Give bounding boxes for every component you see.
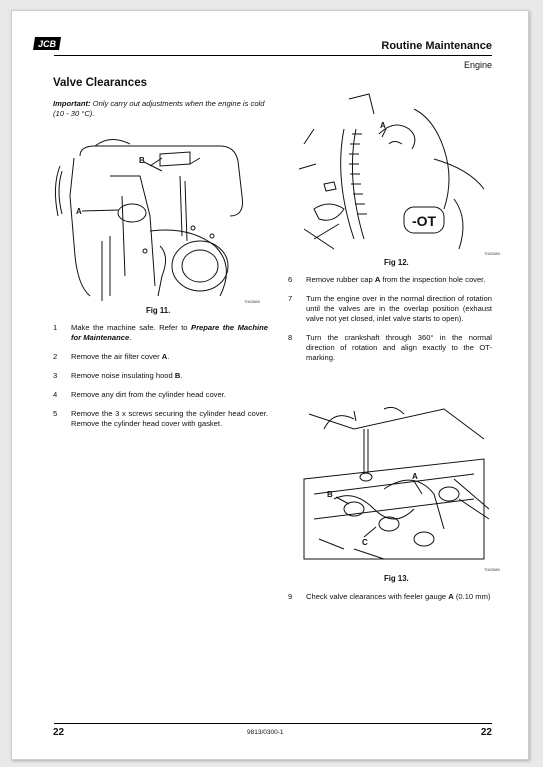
important-text: Only carry out adjustments when the engine is cold (10 - 30 °C). (53, 99, 265, 118)
steps-right (288, 275, 492, 372)
step-text (71, 371, 268, 381)
important-note (53, 99, 268, 119)
step-text-bold: A (374, 275, 381, 284)
step-number: 3 (53, 371, 58, 380)
step-number: 1 (53, 323, 58, 332)
fig13-code: T002880 (484, 567, 500, 572)
fig11-callout-a: A (76, 207, 82, 216)
step-item (53, 323, 268, 343)
footer-rule (54, 723, 492, 724)
jcb-logo (32, 36, 62, 51)
step-text-pre: Turn the engine over in the normal direction of rotation until the valves are in the overlap position (exhaust valve not yet closed, inlet valve starts to open). (306, 294, 492, 323)
step-number: 8 (288, 333, 293, 342)
fig11-callout-b: B (139, 156, 145, 165)
logo-text: JCB (37, 39, 57, 49)
fig13-callout-c: C (362, 538, 368, 547)
step-text-pre: Make the machine safe. Refer to (71, 323, 191, 332)
step-text (306, 294, 492, 324)
figure-12-illustration (294, 89, 494, 254)
header-rule (54, 55, 492, 56)
footer-doc-number: 9813/0300-1 (247, 729, 284, 736)
figure-13-illustration (294, 399, 494, 567)
step-text-post: . (129, 333, 132, 342)
step-item (53, 352, 268, 362)
step-text-pre: Remove the air filter cover (71, 352, 162, 361)
step-text-post: . (167, 352, 170, 361)
step-text-pre: Remove any dirt from the cylinder head cover. (71, 390, 226, 399)
step-text (306, 592, 492, 602)
figure-11 (50, 136, 265, 306)
fig12-code: T002080 (484, 251, 500, 256)
step-number: 2 (53, 352, 58, 361)
footer-page-right: 22 (480, 727, 492, 738)
step-item (288, 275, 492, 285)
fig11-code: T002860 (244, 299, 260, 304)
step-text (71, 323, 268, 343)
step-text (71, 409, 268, 429)
step-text-pre: Remove the 3 x screws securing the cylinder head cover. Remove the cylinder head cover with gasket. (71, 409, 268, 428)
step-text-bold: A (448, 592, 454, 601)
step-number: 6 (288, 275, 293, 284)
header-title: Routine Maintenance (381, 40, 492, 52)
ot-marking-label: -OT (411, 213, 437, 229)
fig13-callout-a: A (412, 472, 418, 481)
step-text (306, 333, 492, 363)
step-text-post: from the inspection hole cover. (380, 275, 486, 284)
step-item (288, 294, 492, 324)
step-item (53, 390, 268, 400)
step-text-pre: Remove noise insulating hood (71, 371, 175, 380)
step-number: 5 (53, 409, 58, 418)
steps-right-2 (288, 592, 492, 611)
step-text-pre: Check valve clearances with feeler gauge (306, 592, 449, 601)
step-text (71, 352, 268, 362)
step-text-bold: Prepare the Machine for Maintenance (71, 323, 268, 342)
step-text (71, 390, 268, 400)
figure-12 (294, 89, 494, 254)
fig13-caption: Fig 13. (384, 574, 409, 583)
figure-11-illustration (50, 136, 265, 306)
step-number: 4 (53, 390, 58, 399)
step-text-post: (0.10 mm) (453, 592, 491, 601)
manual-page (11, 10, 529, 760)
step-item (288, 592, 492, 602)
fig13-callout-b: B (327, 490, 333, 499)
step-number: 7 (288, 294, 293, 303)
fig11-caption: Fig 11. (146, 306, 171, 315)
header-subtitle: Engine (463, 60, 492, 70)
fig12-caption: Fig 12. (384, 258, 409, 267)
step-text-pre: Remove rubber cap (306, 275, 375, 284)
step-item (288, 333, 492, 363)
step-item (53, 371, 268, 381)
step-text-bold: A (161, 352, 168, 361)
section-title: Valve Clearances (53, 77, 147, 89)
figure-13 (294, 399, 494, 567)
step-text-bold: B (174, 371, 181, 380)
steps-left (53, 323, 268, 438)
step-text-post: . (180, 371, 183, 380)
step-text (306, 275, 492, 285)
step-item (53, 409, 268, 429)
fig12-callout-a: A (380, 121, 386, 130)
footer-page-left: 22 (53, 727, 65, 738)
step-text-pre: Turn the crankshaft through 360° in the normal direction of rotation and align exactly to the OT-marking. (306, 333, 492, 362)
important-label: Important: (53, 99, 91, 108)
step-number: 9 (288, 592, 293, 601)
